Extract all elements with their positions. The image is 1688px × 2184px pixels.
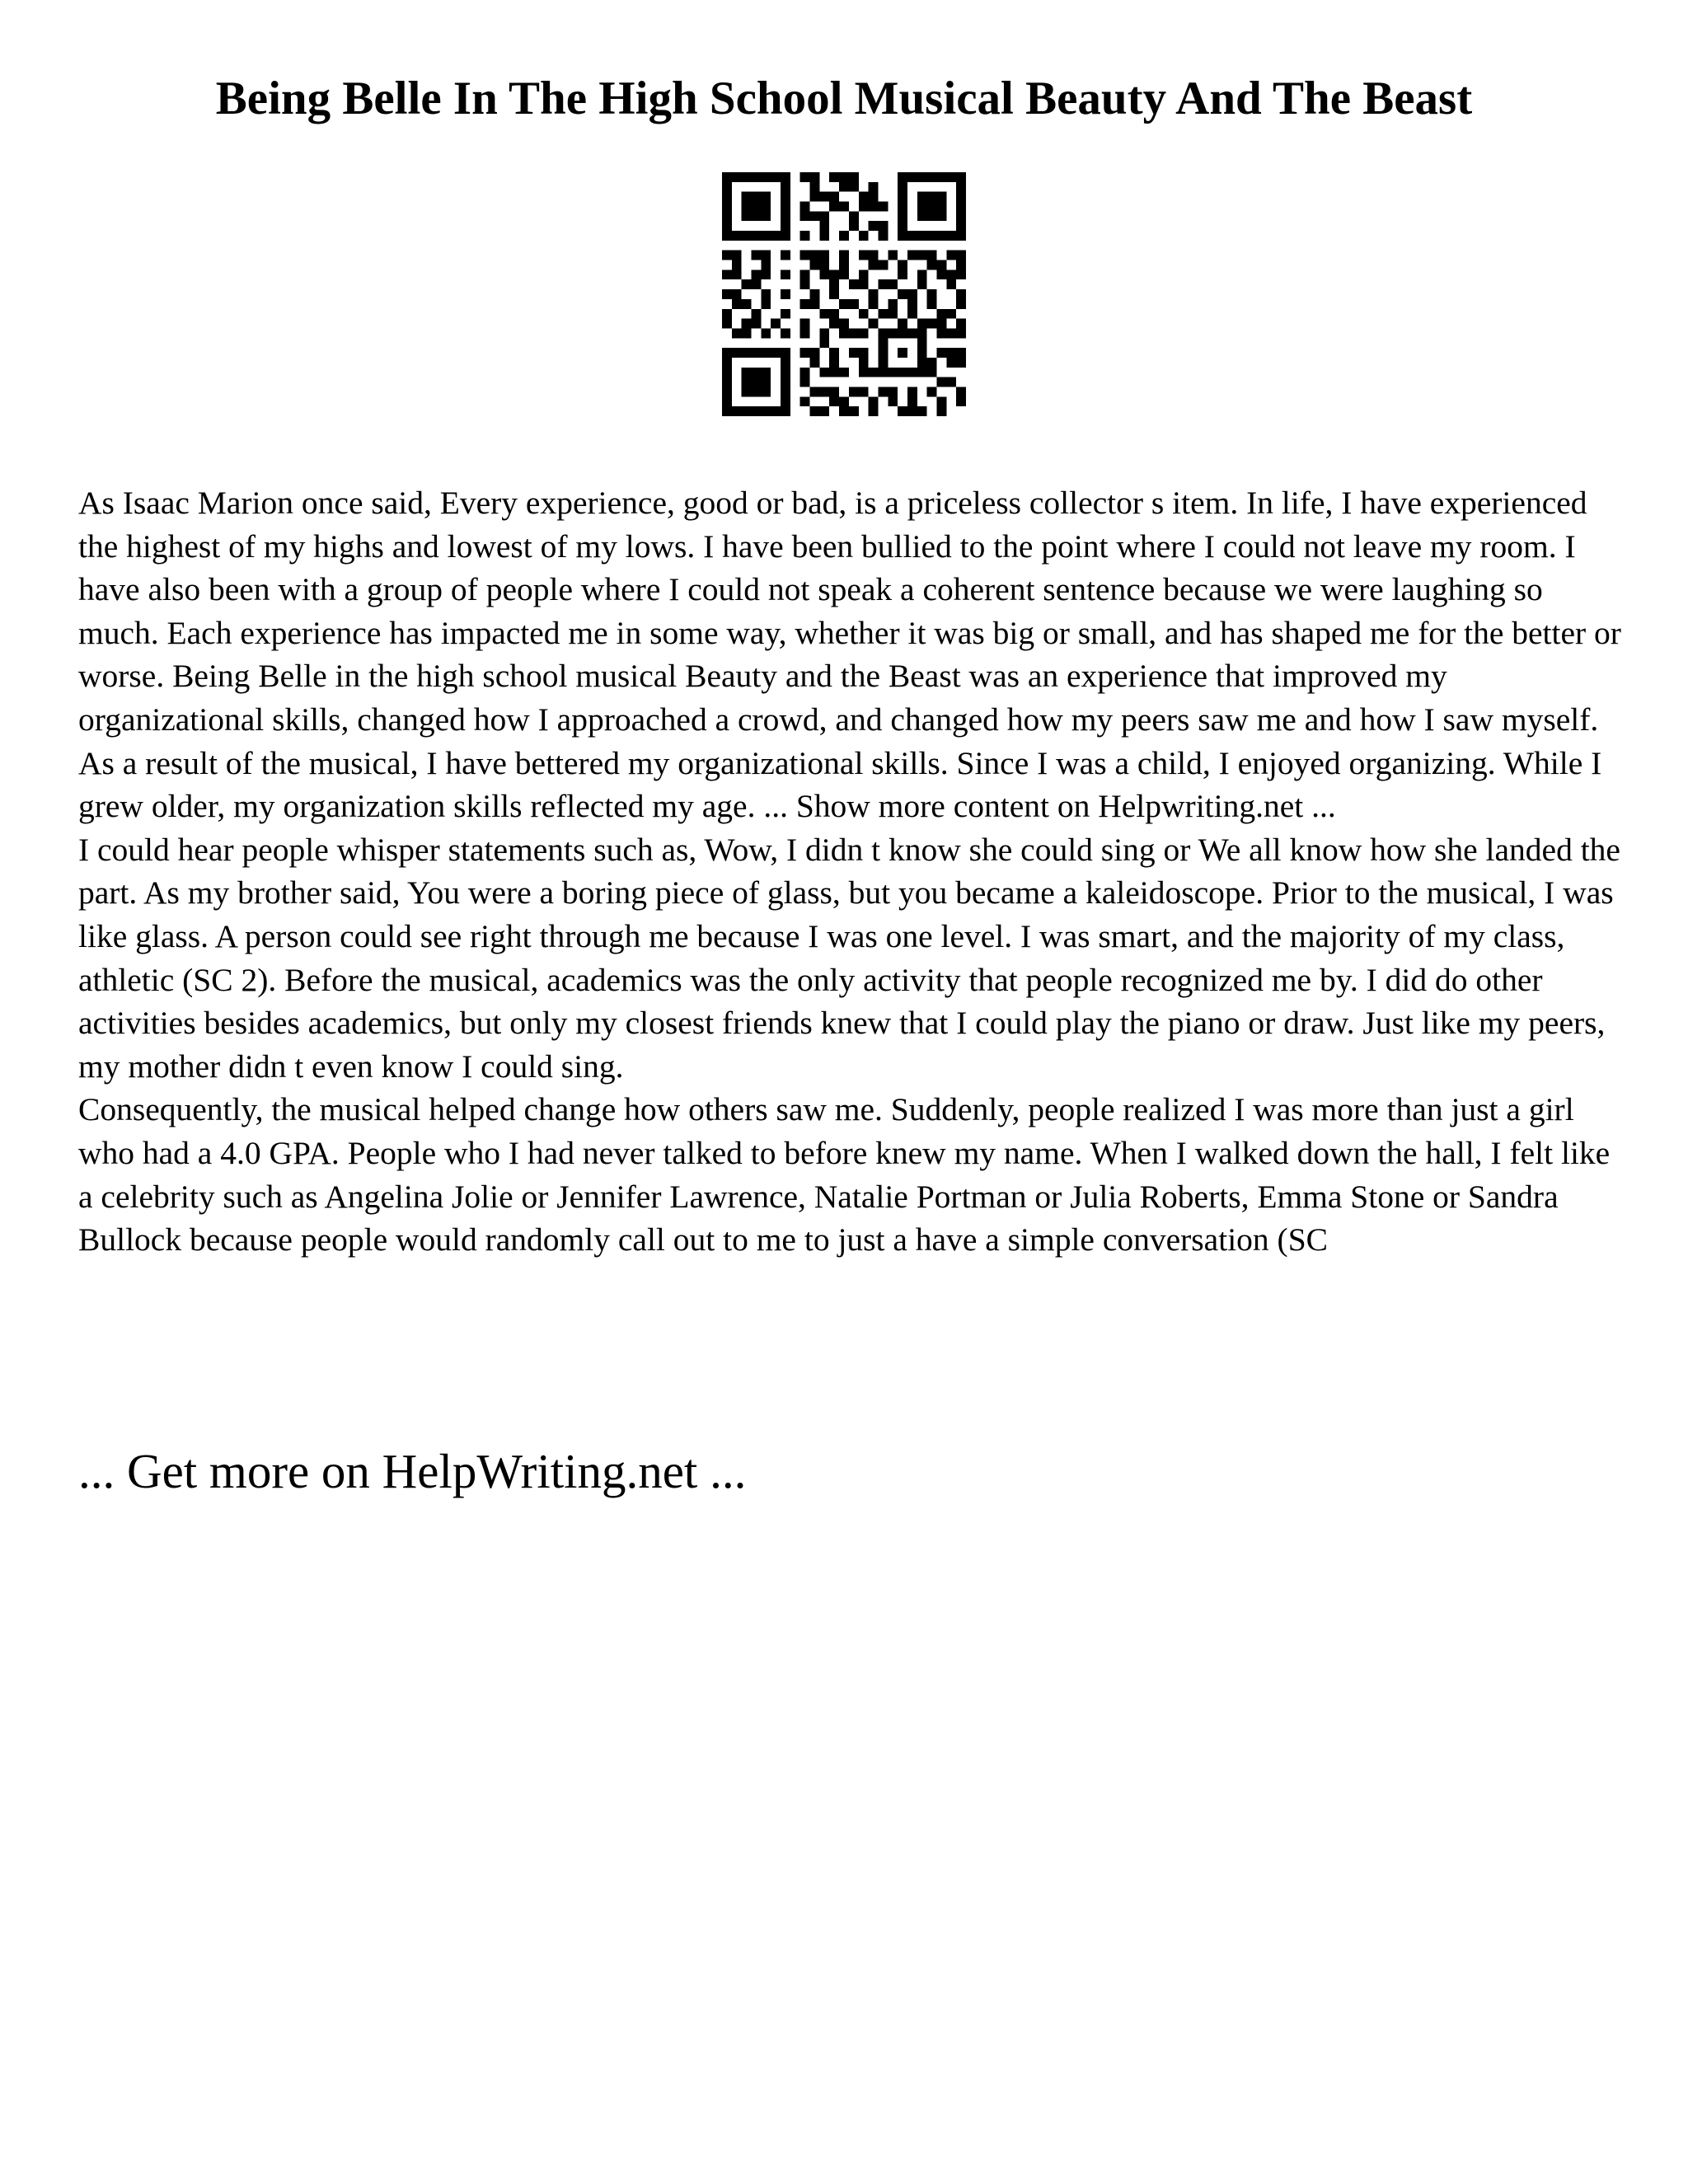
article-body	[78, 481, 1628, 1262]
qr-code-icon[interactable]	[722, 172, 966, 416]
paragraph: As Isaac Marion once said, Every experience, good or bad, is a priceless collector s item. In life, I have experienced the highest of my highs and lowest of my lows. I have been bullied to the point where I could not leave my room. I have also been with a group of people where I could not speak a coherent sentence because we were laughing so much. Each experience has impacted me in some way, whether it was big or small, and has shaped me for the better or worse. Being Belle in the high school musical Beauty and the Beast was an experience that improved my organizational skills, changed how I approached a crowd, and changed how my peers saw me and how I saw myself. As a result of the musical, I have bettered my organizational skills. Since I was a child, I enjoyed organizing. While I grew older, my organization skills reflected my age. ... Show more content on Helpwriting.net ...	[78, 485, 1621, 825]
paragraph: I could hear people whisper statements such as, Wow, I didn t know she could sing or We all know how she landed the part. As my brother said, You were a boring piece of glass, but you became a kaleidoscope. Prior to the musical, I was like glass. A person could see right through me because I was one level. I was smart, and the majority of my class, athletic (SC 2). Before the musical, academics was the only activity that people recognized me by. I did do other activities besides academics, but only my closest friends knew that I could play the piano or draw. Just like my peers, my mother didn t even know I could sing.	[78, 831, 1620, 1085]
paragraph: Consequently, the musical helped change how others saw me. Suddenly, people realized I was more than just a girl who had a 4.0 GPA. People who I had never talked to before knew my name. When I walked down the hall, I felt like a celebrity such as Angelina Jolie or Jennifer Lawrence, Natalie Portman or Julia Roberts, Emma Stone or Sandra Bullock because people would randomly call out to me to just a have a simple conversation (SC	[78, 1091, 1611, 1258]
document-title: Being Belle In The High School Musical Beauty And The Beast	[215, 73, 1473, 125]
get-more-link[interactable]: ... Get more on HelpWriting.net ...	[78, 1444, 747, 1498]
